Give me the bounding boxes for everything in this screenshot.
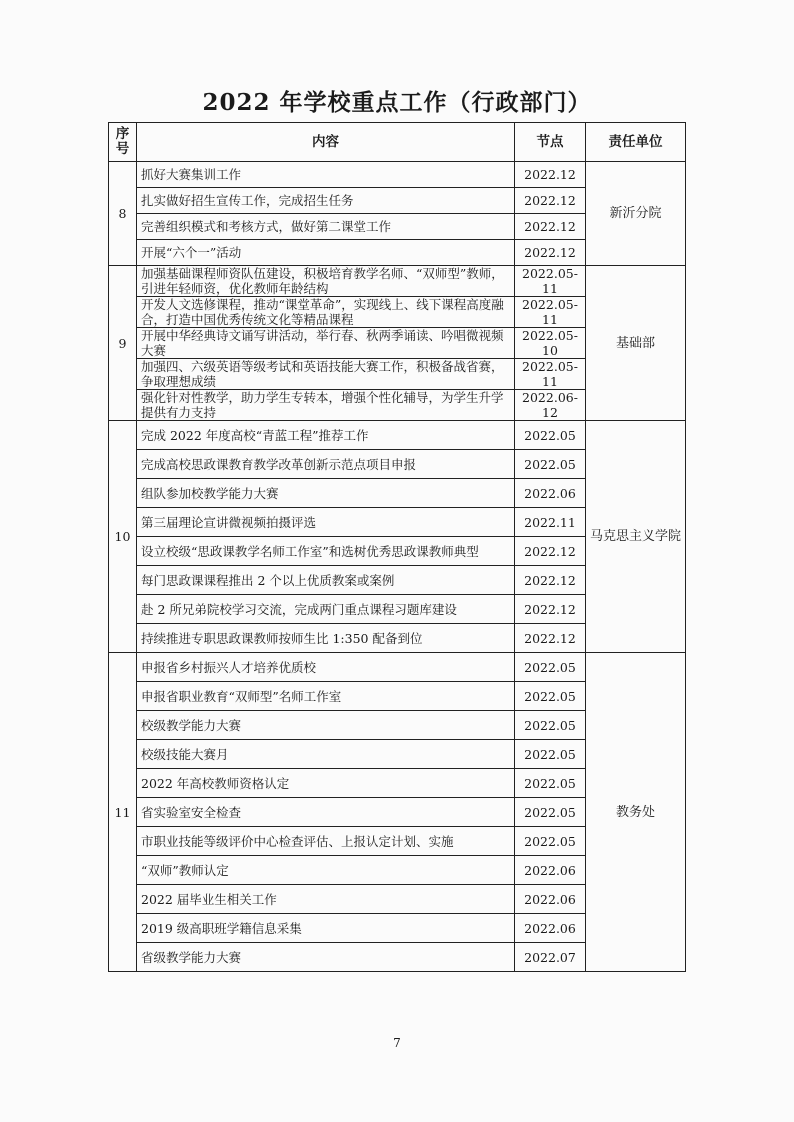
row-content: 开展“六个一”活动 [137,240,515,266]
row-node: 2022.12 [515,214,586,240]
header-seq: 序号 [109,123,137,162]
row-node: 2022.12 [515,566,586,595]
row-content: 2022 年高校教师资格认定 [137,769,515,798]
header-content: 内容 [137,123,515,162]
row-content: 开展中华经典诗文诵写讲活动，举行春、秋两季诵读、吟唱微视频大赛 [137,328,515,359]
row-content: 省级教学能力大赛 [137,943,515,972]
row-content: 组队参加校教学能力大赛 [137,479,515,508]
row-node: 2022.12 [515,595,586,624]
row-node: 2022.05-11 [515,359,586,390]
header-node: 节点 [515,123,586,162]
key-work-table [108,122,686,972]
row-node: 2022.06 [515,856,586,885]
row-content: 完成 2022 年度高校“青蓝工程”推荐工作 [137,421,515,450]
row-content: 每门思政课课程推出 2 个以上优质教案或案例 [137,566,515,595]
row-node: 2022.07 [515,943,586,972]
row-node: 2022.06 [515,885,586,914]
row-content: 完成高校思政课教育教学改革创新示范点项目申报 [137,450,515,479]
row-content: 开发人文选修课程，推动“课堂革命”，实现线上、线下课程高度融合，打造中国优秀传统文化等精品课程 [137,297,515,328]
table-row [109,653,686,682]
row-content: 赴 2 所兄弟院校学习交流，完成两门重点课程习题库建设 [137,595,515,624]
row-node: 2022.05 [515,711,586,740]
row-content: 第三届理论宣讲微视频拍摄评选 [137,508,515,537]
row-node: 2022.05 [515,769,586,798]
row-node: 2022.05 [515,740,586,769]
row-content: 加强四、六级英语等级考试和英语技能大赛工作，积极备战省赛，争取理想成绩 [137,359,515,390]
row-node: 2022.12 [515,162,586,188]
row-node: 2022.06-12 [515,390,586,421]
group-unit: 马克思主义学院 [586,421,686,653]
table-row [109,421,686,450]
group-seq: 9 [109,266,137,421]
row-node: 2022.05 [515,798,586,827]
group-unit: 教务处 [586,653,686,972]
table-row [109,162,686,188]
row-content: 省实验室安全检查 [137,798,515,827]
table-row [109,266,686,297]
row-content: 持续推进专职思政课教师按师生比 1:350 配备到位 [137,624,515,653]
row-content: 校级技能大赛月 [137,740,515,769]
row-node: 2022.05 [515,450,586,479]
row-node: 2022.12 [515,188,586,214]
row-node: 2022.12 [515,537,586,566]
row-content: 市职业技能等级评价中心检查评估、上报认定计划、实施 [137,827,515,856]
document-title: 2022 年学校重点工作（行政部门） [202,89,592,116]
row-node: 2022.05 [515,682,586,711]
group-seq: 10 [109,421,137,653]
row-content: 申报省乡村振兴人才培养优质校 [137,653,515,682]
row-node: 2022.05-11 [515,297,586,328]
row-node: 2022.12 [515,624,586,653]
row-content: 校级教学能力大赛 [137,711,515,740]
row-node: 2022.06 [515,479,586,508]
row-node: 2022.05 [515,653,586,682]
row-content: 抓好大赛集训工作 [137,162,515,188]
group-seq: 11 [109,653,137,972]
group-unit: 基础部 [586,266,686,421]
group-unit: 新沂分院 [586,162,686,266]
row-node: 2022.12 [515,240,586,266]
row-content: “双师”教师认定 [137,856,515,885]
group-seq: 8 [109,162,137,266]
row-node: 2022.05 [515,421,586,450]
row-content: 设立校级“思政课教学名师工作室”和选树优秀思政课教师典型 [137,537,515,566]
row-node: 2022.05-10 [515,328,586,359]
row-content: 加强基础课程师资队伍建设，积极培育教学名师、“双师型”教师，引进年轻师资，优化教师年龄结构 [137,266,515,297]
row-content: 强化针对性教学，助力学生专转本，增强个性化辅导，为学生升学提供有力支持 [137,390,515,421]
header-unit: 责任单位 [586,123,686,162]
row-content: 2022 届毕业生相关工作 [137,885,515,914]
row-node: 2022.05 [515,827,586,856]
row-content: 申报省职业教育“双师型”名师工作室 [137,682,515,711]
row-node: 2022.11 [515,508,586,537]
row-content: 2019 级高职班学籍信息采集 [137,914,515,943]
row-node: 2022.05-11 [515,266,586,297]
row-content: 完善组织模式和考核方式，做好第二课堂工作 [137,214,515,240]
row-content: 扎实做好招生宣传工作，完成招生任务 [137,188,515,214]
row-node: 2022.06 [515,914,586,943]
page-number: 7 [393,1036,401,1050]
